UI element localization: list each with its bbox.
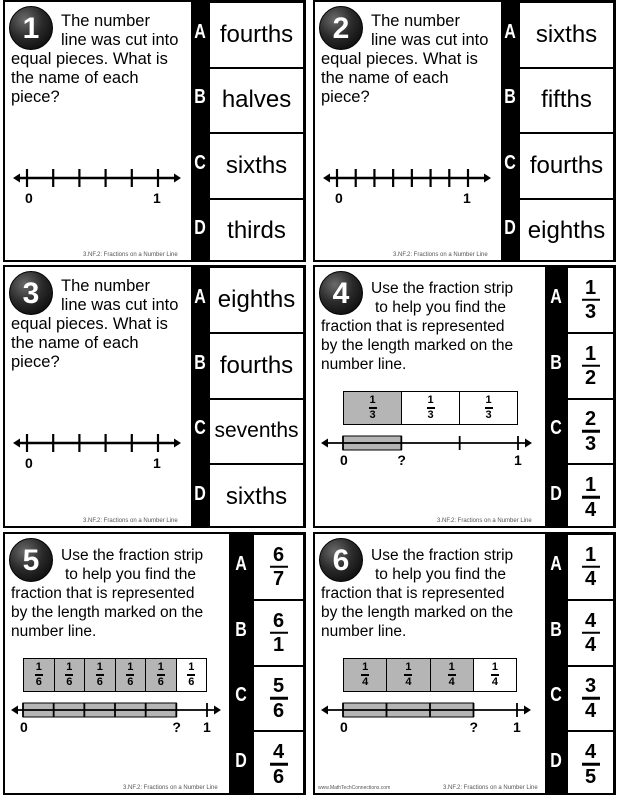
cell-numerator: 1 [448, 661, 455, 674]
number-line [5, 2, 191, 262]
question-line: The number [61, 277, 150, 295]
answer-text: sixths [535, 20, 598, 48]
answer-text: sixths [225, 483, 288, 511]
answer-letters-column [191, 267, 209, 526]
answer-letter-a: A [550, 286, 562, 308]
question-line: by the length marked on the [321, 604, 514, 621]
answer-letter-d: D [504, 218, 516, 240]
footer-standard: 3.NF.2: Fractions on a Number Line [123, 785, 218, 791]
footer-standard: 3.NF.2: Fractions on a Number Line [83, 518, 178, 524]
answer-letter-a: A [235, 553, 247, 575]
question-panel [5, 534, 229, 793]
question-line: fraction that is represented [11, 585, 195, 602]
cell-denominator: 4 [405, 675, 412, 688]
task-card-5 [3, 532, 306, 795]
number-line [5, 267, 191, 528]
fraction-strip [343, 658, 517, 692]
fraction-denominator: 6 [272, 699, 285, 722]
question-line: the name of each [321, 69, 449, 87]
cell-numerator: 1 [491, 661, 498, 674]
fraction-denominator: 4 [584, 633, 597, 656]
answer-letter-b: B [504, 87, 516, 109]
question-line: fraction that is represented [321, 585, 505, 602]
answer-text: eighths [527, 217, 606, 245]
answer-option-c[interactable] [519, 133, 614, 199]
answer-text: eighths [217, 285, 296, 313]
question-line: line was cut into [61, 296, 179, 314]
answer-fraction [568, 475, 613, 520]
answer-option-a[interactable] [209, 2, 304, 68]
question-line: number line. [321, 623, 407, 640]
label-one: 1 [513, 719, 521, 735]
answer-fraction [568, 610, 613, 655]
answer-letter-b: B [194, 87, 206, 109]
answer-fraction [254, 545, 303, 590]
cell-denominator: 3 [427, 408, 434, 421]
left-arrow-icon [321, 439, 328, 448]
answer-text: sevenths [214, 419, 299, 443]
question-line: piece? [11, 88, 60, 106]
answer-option-a[interactable] [209, 267, 304, 333]
answer-option-d[interactable] [209, 464, 304, 528]
question-line: to help you find the [375, 566, 506, 583]
fraction-numerator: 3 [584, 675, 597, 698]
cell-denominator: 6 [127, 675, 134, 688]
question-line: to help you find the [375, 299, 506, 316]
answer-fraction [568, 343, 613, 388]
answer-option-b[interactable] [209, 333, 304, 399]
cell-numerator: 1 [427, 394, 434, 407]
label-one: 1 [203, 719, 211, 735]
label-zero: 0 [25, 455, 33, 471]
cell-denominator: 3 [369, 408, 376, 421]
label-question-mark: ? [469, 719, 479, 735]
answer-letter-d: D [194, 483, 206, 506]
question-number-badge: 4 [319, 271, 363, 315]
answer-fraction [568, 278, 613, 323]
fraction-strip-cell [431, 659, 474, 691]
answer-letter-a: A [194, 21, 206, 43]
fraction-strip-cell [474, 659, 516, 691]
question-line: piece? [11, 353, 60, 371]
answer-letter-a: A [550, 553, 562, 575]
left-arrow-icon [13, 174, 20, 183]
question-line: piece? [321, 88, 370, 106]
fraction-denominator: 6 [272, 765, 285, 788]
label-one: 1 [463, 190, 471, 206]
cell-denominator: 6 [35, 675, 42, 688]
answer-option-d[interactable] [567, 464, 614, 528]
right-arrow-icon [524, 706, 531, 715]
task-card-1 [3, 0, 306, 262]
answer-option-b[interactable] [567, 600, 614, 666]
answer-option-a[interactable] [567, 534, 614, 600]
question-number-badge: 2 [319, 6, 363, 50]
answer-text: sixths [225, 151, 288, 179]
fraction-numerator: 4 [272, 740, 285, 763]
answer-option-a[interactable] [519, 2, 614, 68]
fraction-denominator: 4 [584, 568, 597, 591]
answer-option-b[interactable] [519, 68, 614, 134]
fraction-denominator: 1 [272, 633, 285, 656]
label-question-mark: ? [397, 452, 406, 468]
label-zero: 0 [25, 190, 33, 206]
cell-denominator: 6 [66, 675, 73, 688]
answer-letter-b: B [550, 352, 562, 374]
fraction-strip-cell [116, 659, 147, 691]
answer-option-b[interactable] [253, 600, 304, 666]
answer-fraction [568, 409, 613, 454]
question-panel [315, 534, 545, 793]
label-zero: 0 [335, 190, 343, 206]
question-line: equal pieces. What is [11, 50, 168, 68]
website-credit: www.MathTechConnections.com [318, 785, 391, 791]
label-one: 1 [514, 452, 522, 468]
cell-numerator: 1 [35, 661, 42, 674]
fraction-strip-cell [344, 392, 402, 424]
label-one: 1 [153, 190, 161, 206]
fraction-strip [343, 391, 518, 425]
fraction-numerator: 4 [584, 609, 597, 632]
question-line: Use the fraction strip [371, 547, 514, 564]
question-line: by the length marked on the [321, 337, 514, 354]
answer-option-d[interactable] [519, 199, 614, 263]
fraction-strip-cell [55, 659, 86, 691]
answer-letter-d: D [235, 750, 247, 773]
answer-text: fourths [219, 20, 294, 48]
right-arrow-icon [525, 439, 532, 448]
task-card-6 [313, 532, 616, 795]
answer-text: fourths [529, 151, 604, 179]
answer-letters-column [545, 267, 567, 526]
question-line: equal pieces. What is [321, 50, 478, 68]
fraction-denominator: 7 [272, 568, 285, 591]
answer-option-c[interactable] [209, 399, 304, 465]
answer-letter-d: D [194, 218, 206, 240]
answer-text: fifths [541, 86, 592, 114]
fraction-strip-cell [85, 659, 116, 691]
fraction-numerator: 2 [584, 408, 597, 431]
answer-fraction [254, 610, 303, 655]
cell-denominator: 4 [448, 675, 455, 688]
answer-letter-d: D [550, 483, 562, 506]
answer-letter-b: B [235, 619, 247, 641]
left-arrow-icon [321, 706, 328, 715]
answer-option-d[interactable] [253, 731, 304, 795]
question-panel [5, 2, 191, 260]
question-number-badge: 1 [9, 6, 53, 50]
fraction-denominator: 2 [584, 366, 597, 389]
answer-option-d[interactable] [567, 731, 614, 795]
answer-options [567, 267, 614, 526]
footer-standard: 3.NF.2: Fractions on a Number Line [437, 518, 532, 524]
answer-option-b[interactable] [567, 333, 614, 399]
question-line: number line. [11, 623, 97, 640]
answer-fraction [568, 545, 613, 590]
fraction-numerator: 6 [272, 543, 285, 566]
cell-numerator: 1 [127, 661, 134, 674]
answer-options [519, 2, 614, 260]
answer-fraction [254, 676, 303, 721]
cell-denominator: 4 [362, 675, 369, 688]
question-line: by the length marked on the [11, 604, 204, 621]
cell-denominator: 4 [491, 675, 498, 688]
fraction-strip-cell [402, 392, 460, 424]
answer-text: fourths [219, 351, 294, 379]
cell-numerator: 1 [157, 661, 164, 674]
question-panel [5, 267, 191, 526]
cell-numerator: 1 [362, 661, 369, 674]
fraction-denominator: 5 [584, 765, 597, 788]
answer-letter-c: C [235, 685, 247, 707]
label-zero: 0 [340, 719, 348, 735]
task-card-3 [3, 265, 306, 528]
answer-option-c[interactable] [209, 133, 304, 199]
answer-letter-d: D [550, 750, 562, 773]
cell-numerator: 1 [188, 661, 195, 674]
answer-letter-b: B [550, 619, 562, 641]
answer-options [253, 534, 304, 793]
answer-options [209, 2, 304, 260]
footer-standard: 3.NF.2: Fractions on a Number Line [83, 252, 178, 258]
fraction-numerator: 5 [272, 675, 285, 698]
fraction-denominator: 3 [584, 432, 597, 455]
answer-fraction [254, 742, 303, 787]
question-line: the name of each [11, 334, 139, 352]
answer-letter-c: C [550, 685, 562, 707]
answer-letter-c: C [504, 152, 516, 174]
answer-letters-column [501, 2, 519, 260]
question-number-badge: 3 [9, 271, 53, 315]
answer-fraction [568, 742, 613, 787]
answer-text: thirds [227, 217, 286, 245]
task-card-2 [313, 0, 616, 262]
question-line: line was cut into [61, 31, 179, 49]
fraction-strip [23, 658, 207, 692]
fraction-denominator: 4 [584, 498, 597, 521]
cell-denominator: 6 [157, 675, 164, 688]
question-line: Use the fraction strip [61, 547, 204, 564]
fraction-strip-cell [344, 659, 387, 691]
question-line: number line. [321, 356, 407, 373]
fraction-numerator: 1 [584, 543, 597, 566]
fraction-strip-cell [460, 392, 517, 424]
left-arrow-icon [323, 174, 330, 183]
answer-option-c[interactable] [253, 666, 304, 732]
fraction-strip-cell [177, 659, 207, 691]
footer-standard: 3.NF.2: Fractions on a Number Line [443, 785, 538, 791]
cell-denominator: 6 [188, 675, 195, 688]
label-zero: 0 [340, 452, 348, 468]
question-line: The number [61, 12, 150, 30]
footer-standard: 3.NF.2: Fractions on a Number Line [393, 252, 488, 258]
number-line [315, 2, 501, 262]
question-number-badge: 6 [319, 538, 363, 582]
question-panel [315, 267, 545, 526]
question-line: Use the fraction strip [371, 280, 514, 297]
cell-numerator: 1 [96, 661, 103, 674]
cell-numerator: 1 [66, 661, 73, 674]
fraction-strip-cell [24, 659, 55, 691]
answer-letters-column [191, 2, 209, 260]
answer-options [567, 534, 614, 793]
answer-letters-column [545, 534, 567, 793]
cell-numerator: 1 [369, 394, 376, 407]
right-arrow-icon [174, 439, 181, 448]
left-arrow-icon [11, 706, 18, 715]
fraction-numerator: 1 [584, 342, 597, 365]
answer-fraction [568, 676, 613, 721]
task-card-4 [313, 265, 616, 528]
fraction-numerator: 4 [584, 740, 597, 763]
question-line: equal pieces. What is [11, 315, 168, 333]
answer-letter-a: A [194, 286, 206, 308]
answer-letter-b: B [194, 352, 206, 374]
answer-text: halves [221, 86, 292, 114]
fraction-numerator: 1 [584, 473, 597, 496]
answer-letter-c: C [194, 418, 206, 440]
answer-letters-column [229, 534, 253, 793]
answer-option-a[interactable] [253, 534, 304, 600]
left-arrow-icon [13, 439, 20, 448]
cell-numerator: 1 [405, 661, 412, 674]
fraction-strip-cell [387, 659, 430, 691]
question-line: line was cut into [371, 31, 489, 49]
answer-letter-c: C [550, 418, 562, 440]
fraction-strip-cell [146, 659, 177, 691]
answer-options [209, 267, 304, 526]
fraction-denominator: 3 [584, 301, 597, 324]
answer-option-c[interactable] [567, 666, 614, 732]
answer-letter-c: C [194, 152, 206, 174]
label-one: 1 [153, 455, 161, 471]
question-number-badge: 5 [9, 538, 53, 582]
question-line: the name of each [11, 69, 139, 87]
right-arrow-icon [214, 706, 221, 715]
question-panel [315, 2, 501, 260]
fraction-numerator: 1 [584, 276, 597, 299]
fraction-denominator: 4 [584, 699, 597, 722]
question-line: The number [371, 12, 460, 30]
answer-option-a[interactable] [567, 267, 614, 333]
question-line: to help you find the [65, 566, 196, 583]
cell-denominator: 3 [485, 408, 492, 421]
cell-denominator: 6 [96, 675, 103, 688]
answer-option-c[interactable] [567, 399, 614, 465]
answer-letter-a: A [504, 21, 516, 43]
cell-numerator: 1 [485, 394, 492, 407]
label-zero: 0 [20, 719, 28, 735]
right-arrow-icon [484, 174, 491, 183]
answer-option-b[interactable] [209, 68, 304, 134]
question-line: fraction that is represented [321, 318, 505, 335]
label-question-mark: ? [172, 719, 181, 735]
right-arrow-icon [174, 174, 181, 183]
fraction-numerator: 6 [272, 609, 285, 632]
answer-option-d[interactable] [209, 199, 304, 263]
